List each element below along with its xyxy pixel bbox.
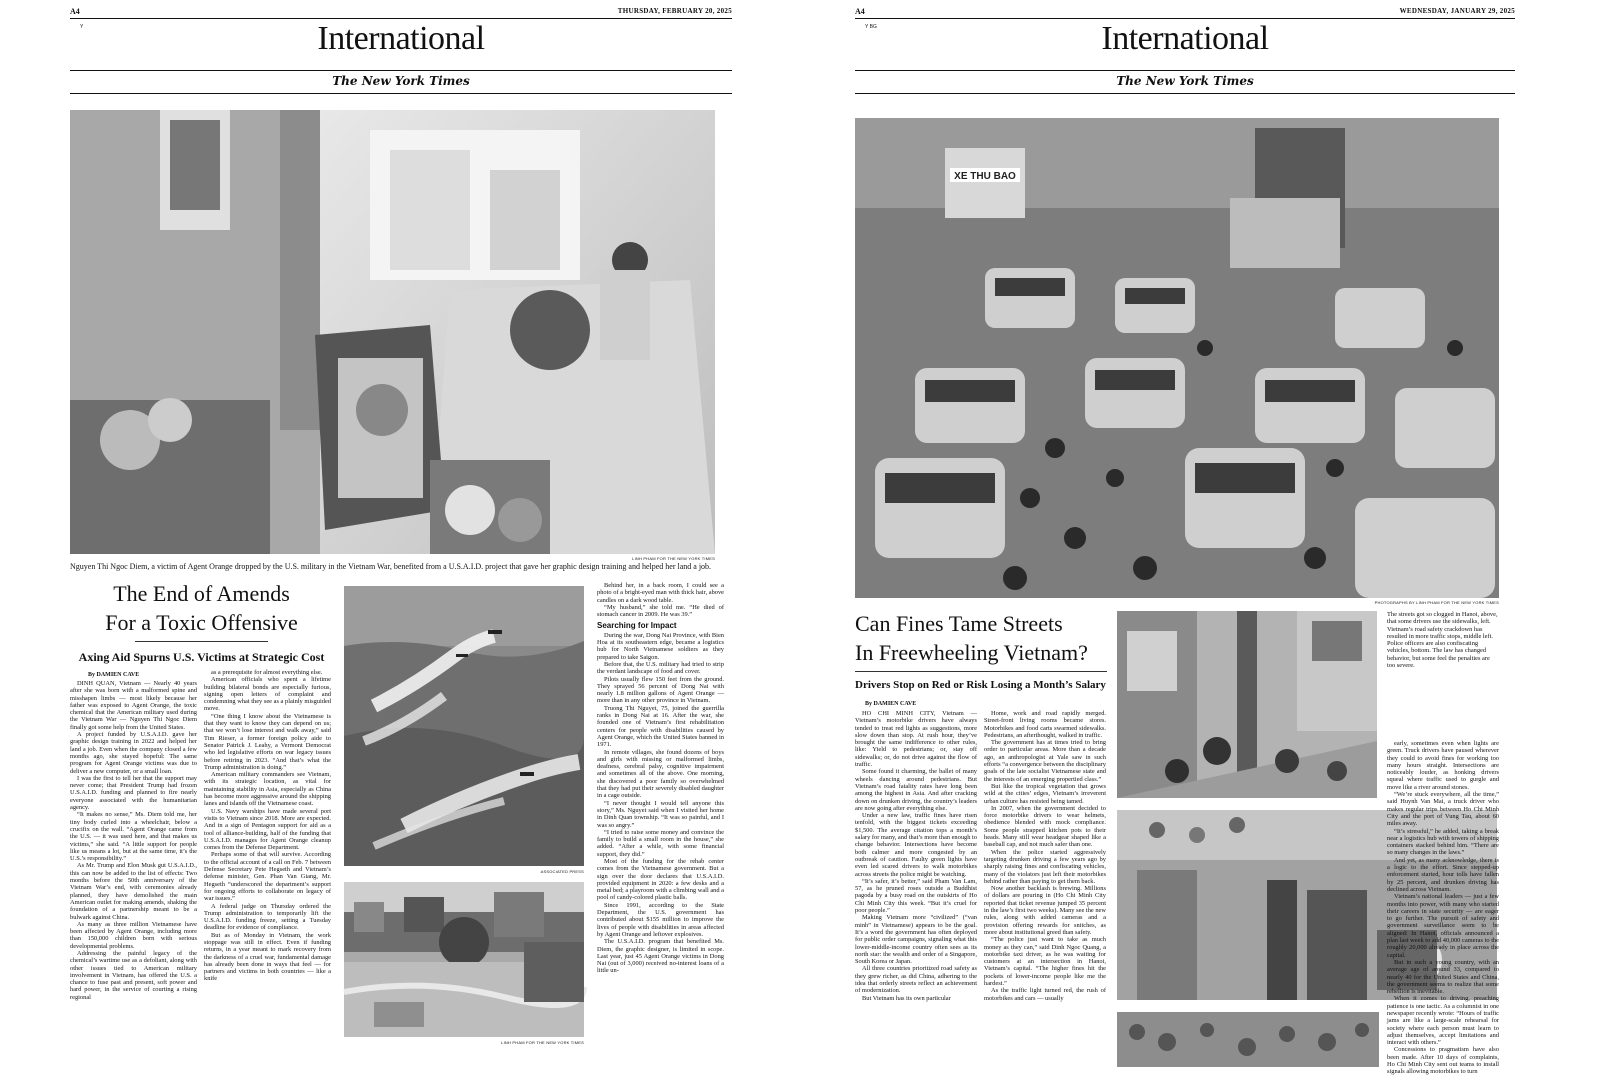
subhead: Searching for Impact	[597, 621, 677, 631]
paragraph: As many as three million Vietnamese have been affected by Agent Orange, including more than 150,000 children born with serious developmental problems.	[70, 920, 197, 950]
top-rule	[70, 18, 732, 19]
paragraph: American officials who spent a lifetime building bilateral bonds are especially furious, signing open letters of complaint and condemning what they see as a plainly misguided move.	[204, 676, 331, 713]
article-column-1	[70, 680, 197, 1067]
page-date: WEDNESDAY, JANUARY 29, 2025	[1399, 7, 1515, 15]
town-photo-credit: LINH PHAM FOR THE NEW YORK TIMES	[501, 1040, 584, 1045]
paragraph: Pilots usually flew 150 feet from the ground. They sprayed 56 percent of Dong Nai with nearly 1.8 million gallons of Agent Orange — more than in any other province in Vietnam.	[597, 675, 724, 705]
paragraph: As the traffic light turned red, the rush of motorbikes and cars — usually	[984, 987, 1106, 1002]
sidewalk-photo	[1117, 611, 1377, 798]
paragraph: The government has at times tried to bring order to particular areas. More than a decade ago, an anthropologist at Yale saw in such efforts “a convergence between the disciplinary goals of the late socialist Vietnamese state and the interests of an emerging propertied class.”	[984, 739, 1106, 783]
headline-line-1: The End of Amends	[113, 581, 290, 606]
masthead-rule	[70, 93, 732, 94]
left-page	[70, 0, 732, 1067]
paragraph: I was the first to tell her that the support may never come; that President Trump had frozen U.S.A.I.D. funding and planned to fire nearly everyone associated with the humanitarian agency.	[70, 774, 197, 812]
photo-caption-column	[1387, 611, 1499, 731]
headline-line-2: For a Toxic Offensive	[105, 610, 298, 635]
page-number: A4	[855, 7, 865, 16]
impounded-vehicles-photo	[1117, 1012, 1379, 1067]
section-rule	[70, 70, 732, 71]
paragraph: Concessions to pragmatism have also been made. After 10 days of complaints, Ho Chi Minh City sent out teams to install signals allowing motorbikes to turn	[1387, 1046, 1499, 1076]
paragraph: And yet, as many acknowledge, there is a logic to the effort. Since stepped-up enforcement started, hour tolls have fallen by 25 percent, and drunken driving has declined across Vietnam.	[1387, 856, 1499, 893]
headline-rule	[135, 641, 268, 642]
main-photo	[70, 110, 715, 554]
masthead-logo: The New York Times	[1116, 74, 1254, 88]
paragraph: But in such a young country, with an average age of around 33, compared to nearly 40 for the United States and China, the government seems to realize that some rebellion is inevitable.	[1387, 958, 1499, 996]
main-photo-caption: Nguyen Thi Ngoc Diem, a victim of Agent Orange dropped by the U.S. military in the Vietnam War, benefited from a U.S.A.I.D. project that gave her graphic design training and helped her land a job.	[70, 562, 712, 571]
traffic-photo-credit: PHOTOGRAPHS BY LINH PHAM FOR THE NEW YORK TIMES	[1374, 600, 1499, 605]
paragraph: Most of the funding for the rehab center comes from the Vietnamese government. But a sign over the door declares that U.S.A.I.D. provided equipment in 2020: a few desks and a metal bed; a playroom with a climbing wall and a pool of candy-colored plastic balls.	[597, 857, 724, 902]
paragraph: But Vietnam has its own particular	[862, 994, 951, 1002]
truck-sign: XE THU BAO	[954, 171, 1016, 182]
paragraph: When it comes to driving, preaching patience is one tactic. As a columnist in one newspaper recently wrote: “Hours of traffic jams are like a large-scale rehearsal for society where each person must learn to adjust themselves, accept limitations and interact with others.”	[1387, 995, 1499, 1047]
paragraph: Home, work and road rapidly merged. Street-front living rooms became stores. Motorbikes and food carts swarmed sidewalks. Pedestrians, an afterthought, walked in traffic.	[984, 710, 1106, 739]
paragraph: As Mr. Trump and Elon Musk gut U.S.A.I.D., this can now be added to the list of effects: Two months before the 50th anniversary of the Vietnam War’s end, with ceremonies already planned, they have demolished the main American outlet for making amends, shaking the foundation of a partnership meant to be a bulwark against China.	[70, 862, 197, 921]
article-deck: Axing Aid Spurns U.S. Victims at Strategic Cost	[78, 650, 325, 664]
paragraph: But as of Monday in Vietnam, the work stoppage was still in effect. Even if funding returns, in a year meant to mark recovery from the darkness of a cruel war, fundamental damage has already been done in ways that feel — for partners and victims in both countries — like a knife	[204, 931, 331, 983]
paragraph: Addressing the painful legacy of the chemical’s wartime use as a defoliant, along with other issues tied to American military involvement in Vietnam, has offered the U.S. a chance to fuse past and present, soft power and hard power, in the service of courting a rising regional	[70, 949, 197, 1001]
article-byline: By DAMIEN CAVE	[865, 701, 917, 707]
paragraph: During the war, Dong Nai Province, with Bien Hoa at its southeastern edge, became a logistics hub for North Vietnamese soldiers as they prepared to take Saigon.	[597, 631, 724, 661]
paragraph: “It’s stressful,” he added, taking a break near a logistics hub with towers of shipping containers stacked behind him. “There are so many changes in the laws.”	[1387, 827, 1499, 857]
article-deck: Drivers Stop on Red or Risk Losing a Month’s Salary	[855, 679, 1106, 691]
article-column-2	[984, 710, 1106, 1067]
paragraph: Now another backlash is brewing. Millions of dollars are pouring in (Ho Chi Minh City reported that ticket revenue jumped 35 percent in the law’s first two weeks). Many see the new rules, along with added cameras and a provision offering rewards for snitches, as more about institutional greed than safety.	[984, 885, 1106, 936]
article-headline	[70, 579, 333, 637]
paragraph: Vietnam’s national leaders — just a few months into power, with many who started their careers in state security — are eager to go further. The pursuit of safety and government surveillance seem to be aligned: In Hanoi, officials announced a plan last week to add 40,000 cameras to the roughly 20,000 already in place across the capital.	[1387, 893, 1499, 959]
paragraph: DINH QUAN, Vietnam — Nearly 40 years after she was born with a malformed spine and misshapen limbs — most likely because her father was exposed to Agent Orange, the toxic chemical that the American military used during the Vietnam War — Nguyen Thi Ngoc Diem finally got some help from the United States.	[70, 680, 197, 731]
print-marks: Y BG	[865, 24, 877, 30]
print-marks: Y	[80, 24, 84, 30]
paragraph: Making Vietnam more “civilized” (“van minh” in Vietnamese) appears to be the goal. It’s a word the government has often deployed for public order campaigns, signaling what this lower-middle-income country often sees as its north star: the wealth and order of a Singapore, South Korea or Japan.	[855, 914, 977, 966]
right-page	[855, 0, 1515, 1076]
main-photo-credit: LINH PHAM FOR THE NEW YORK TIMES	[632, 556, 715, 561]
section-title: International	[317, 20, 485, 57]
paragraph: Truong Thi Nguyet, 75, joined the guerrilla ranks in Dong Nai at 16. After the war, she founded one of Vietnam’s first rehabilitation centers for people with disabilities caused by Agent Orange, which the United States banned in 1971.	[597, 704, 724, 749]
top-rule	[855, 18, 1515, 19]
headline-line-2: In Freewheeling Vietnam?	[855, 640, 1088, 665]
paragraph: “It makes no sense,” Ms. Diem told me, her tiny body curled into a wheelchair, below a crucifix on the wall. “Agent Orange came from the U.S. — it was used here, and that makes us victims,” she said. “A little support for people like us means a lot, but at the same time, it’s the U.S.’s responsibility.”	[70, 811, 197, 863]
paragraph: In remote villages, she found dozens of boys and girls with missing or malformed limbs, deafness, cerebral palsy, cognitive impairment and sometimes all of the above. One morning, she discovered a poor family so overwhelmed that they had put their severely disabled daughter in a cage outside.	[597, 748, 724, 800]
headline-rule	[855, 671, 1107, 672]
paragraph: Some found it charming, the ballet of many wheels dancing around pedestrians. But Vietnam’s road fatality rates have long been among the highest in Asia. And after cracking down on drunken driving, the country’s leaders are now going after everything else.	[855, 768, 977, 812]
article-column-1	[855, 710, 977, 1067]
paragraph: A project funded by U.S.A.I.D. gave her graphic design training in 2022 and helped her land a job. Even when the company closed a few months ago, she stayed hopeful: The same program for Agent Orange victims was due to deliver a new computer, or a small loan.	[70, 731, 197, 775]
article-column-3	[1387, 740, 1499, 1076]
article-column-3	[597, 582, 724, 1067]
paragraph: In 2007, when the government decided to force motorbike drivers to wear helmets, obedience blended with mock compliance. Some people strapped kitchen pots to their heads. Many still wear headgear shaped like a baseball cap, and not much safer than one.	[984, 804, 1106, 849]
paragraph: Since 1991, according to the State Department, the U.S. government has contributed about $155 million to improve the lives of people with disabilities in areas affected by Agent Orange and leftover explosives.	[597, 901, 724, 938]
paragraph: HO CHI MINH CITY, Vietnam — Vietnam’s motorbike drivers have always tended to treat red lights as suggestions, more slow down than stop. At rush hour, they’ve brought the same indifference to other rules, like: Yield to pedestrians; or, stay off sidewalks; or, do not drive against the flow of traffic.	[855, 710, 977, 769]
paragraph: Before that, the U.S. military had tried to strip the verdant landscape of food and cover.	[597, 660, 724, 676]
page-date: THURSDAY, FEBRUARY 20, 2025	[617, 7, 732, 15]
paragraph: But like the tropical vegetation that grows wild at the cities’ edges, Vietnam’s irreverent urban culture has resisted being tamed.	[984, 782, 1106, 805]
paragraph: Perhaps some of that will survive. According to the official account of a call on Feb. 7 between Defense Secretary Pete Hegseth and Vietnam’s defense minister, Gen. Phan Van Giang, Mr. Hegseth “underscored the department’s support for ongoing efforts to collaborate on legacy of war issues.”	[204, 851, 331, 903]
headline-line-1: Can Fines Tame Streets	[855, 611, 1063, 636]
paragraph: U.S. Navy warships have made several port visits to Vietnam since 2018. More are expected. And in a sign of Pentagon support for aid as a tool of alliance-building, half of the funding that U.S.A.I.D. manages for Agent Orange cleanup comes from the Defense Department.	[204, 807, 331, 852]
paragraph: American military commanders see Vietnam, with its strategic location, as vital for maintaining stability in Asia, especially as China has become more aggressive around the shipping lanes and islands off the Vietnamese coast.	[204, 771, 331, 808]
paragraph: Behind her, in a back room, I could see a photo of a bright-eyed man with thick hair, above candles on a dark wood table.	[597, 582, 724, 604]
paragraph: All three countries prioritized road safety as they grew richer, as did China, adhering to the idea that orderly streets reflect an achievement of modernization.	[855, 965, 977, 995]
article-byline: By DAMIEN CAVE	[88, 672, 140, 678]
paragraph: “One thing I know about the Vietnamese is that they want to know they can depend on us; that we won’t lose interest and walk away,” said Tim Rieser, a former foreign policy aide to Senator Patrick J. Leahy, a Vermont Democrat who led legislative efforts on war legacy issues before retiring in 2023. “And that’s what the Trump administration is doing.”	[204, 712, 331, 771]
paragraph: “It’s safer, it’s better,” said Pham Van Lam, 57, as he pruned roses outside a Buddhist pagoda by a busy road on the outskirts of Ho Chi Minh City this week. “But it’s cruel for poor people.”	[855, 877, 977, 915]
paragraph: “I never thought I would tell anyone this story,” Ms. Nguyet said when I visited her home in Dinh Quan township. “It was so painful, and I was so angry.”	[597, 799, 724, 829]
paragraph: A federal judge on Thursday ordered the Trump administration to temporarily lift the U.S.A.I.D. funding freeze, setting a Tuesday deadline for evidence of compliance.	[204, 902, 331, 932]
traffic-photo	[855, 118, 1499, 598]
paragraph: “We’re stuck everywhere, all the time,” said Huynh Van Mai, a truck driver who makes regular trips between Ho Chi Minh City and the port of Vung Tau, about 60 miles away.	[1387, 791, 1499, 828]
article-column-2	[204, 669, 331, 1067]
paragraph: “The police just want to take as much money as they can,” said Dinh Ngoc Quang, a motorbike taxi driver, as he was waiting for customers at an intersection in Hanoi, Vietnam’s capital. “The higher fines hit the pockets of lower-income people like me the hardest.”	[984, 936, 1106, 987]
photo-caption: The streets got so clogged in Hanoi, above, that some drivers use the sidewalks, left. Vietnam’s road safety crackdown has resulted in more traffic stops, middle left. Police officers are also confiscating vehicles, bottom. The law has changed behavior, but some feel the penalties are too severe.	[1387, 611, 1498, 670]
paragraph: When the police started aggressively targeting drunken driving a few years ago by sharply raising fines and confiscating vehicles, many of the violators just left their motorbikes behind rather than paying to get them back.	[984, 848, 1106, 885]
spray-aircraft-photo	[344, 586, 584, 866]
masthead-rule	[855, 93, 1515, 94]
paragraph: as a prerequisite for almost everything else.	[211, 669, 323, 676]
paragraph: “I tried to raise some money and convince the family to build a small room in the house,” she added. “After a while, with some financial support, they did.”	[597, 828, 724, 858]
section-rule	[855, 70, 1515, 71]
article-headline	[855, 609, 1107, 667]
section-title: International	[1101, 20, 1269, 57]
page-number: A4	[70, 7, 80, 16]
masthead-logo: The New York Times	[332, 74, 470, 88]
paragraph: “My husband,” she told me. “He died of stomach cancer in 2009. He was 39.”	[597, 603, 724, 619]
paragraph: early, sometimes even when lights are green. Truck drivers have paused wherever they could to avoid fines for working too many hours straight. Intersections are noticeably louder, as honking drivers squeal where traffic used to gurgle and move like a river around stones.	[1387, 740, 1499, 791]
paragraph: Under a new law, traffic fines have risen tenfold, with the biggest tickets exceeding $1,500. The average citation tops a month’s salary for many, and that’s more than enough to change behavior. Intersections have become both calmer and more congested by an outbreak of caution. Faulty green lights have even led scared drivers to walk motorbikes across streets the police might be watching.	[855, 812, 977, 878]
spray-photo-credit: ASSOCIATED PRESS	[540, 869, 584, 874]
town-river-photo	[344, 882, 584, 1037]
paragraph: The U.S.A.I.D. program that benefited Ms. Diem, the graphic designer, is limited in scope. Last year, just 45 Agent Orange victims in Dong Nai (out of 3,000) received no-interest loans of a little un-	[597, 938, 724, 975]
